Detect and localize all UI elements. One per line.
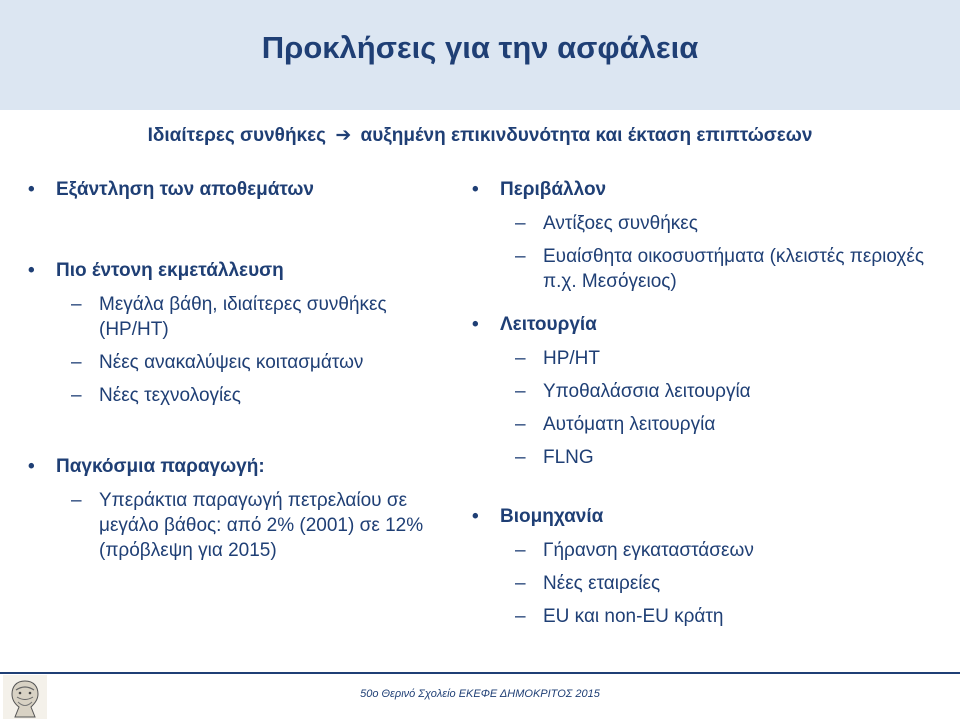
sub-item-text: HP/HT (543, 348, 600, 369)
subtitle-left: Ιδιαίτερες συνθήκες (147, 125, 327, 146)
bullet-icon: • (472, 506, 479, 527)
subtitle-right: αυξημένη επικινδυνότητα και έκταση επιπτώσεων (360, 125, 813, 146)
sub-item (28, 292, 428, 342)
sub-item-text: Νέες ανακαλύψεις κοιτασμάτων (99, 352, 364, 373)
sub-item-text: FLNG (543, 447, 594, 468)
sub-item (28, 383, 428, 408)
sub-item-text: EU και non-EU κράτη (543, 606, 724, 627)
bullet-item (28, 454, 428, 563)
sub-item-text: Ευαίσθητα οικοσυστήματα (κλειστές περιοχές π.χ. Μεσόγειος) (543, 246, 925, 292)
bullet-item (472, 312, 942, 470)
dash-icon: – (515, 381, 526, 402)
sub-item-text: Γήρανση εγκαταστάσεων (543, 540, 754, 561)
bullet-icon: • (472, 179, 479, 200)
arrow-icon: ➔ (335, 125, 352, 146)
sub-item (472, 379, 942, 404)
left-column (28, 177, 428, 563)
right-column (472, 177, 942, 629)
dash-icon: – (515, 573, 526, 594)
bullet-text: Εξάντληση των αποθεμάτων (56, 179, 314, 200)
dash-icon: – (515, 213, 526, 234)
sub-item (472, 211, 942, 236)
sub-item-text: Υπεράκτια παραγωγή πετρελαίου σε μεγάλο βάθος: από 2% (2001) σε 12% (πρόβλεψη για 2015) (99, 490, 424, 561)
footer-text: 50ο Θερινό Σχολείο ΕΚΕΦΕ ΔΗΜΟΚΡΙΤΟΣ 2015 (360, 688, 600, 700)
bullet-icon: • (28, 260, 35, 281)
sub-item-text: Νέες τεχνολογίες (99, 385, 241, 406)
bullet-text: Πιο έντονη εκμετάλλευση (56, 260, 284, 281)
bullet-text: Λειτουργία (500, 314, 597, 335)
sub-item-text: Υποθαλάσσια λειτουργία (543, 381, 751, 402)
dash-icon: – (71, 385, 82, 406)
bullet-item (472, 177, 942, 294)
footer-divider (0, 672, 960, 674)
sub-item (28, 488, 428, 563)
sub-item (472, 571, 942, 596)
dash-icon: – (515, 246, 526, 267)
sub-item (472, 412, 942, 437)
dash-icon: – (71, 294, 82, 315)
slide-subtitle (0, 124, 960, 147)
bullet-item (28, 177, 428, 203)
bullet-icon: • (28, 179, 35, 200)
bullet-icon: • (472, 314, 479, 335)
bullet-text: Περιβάλλον (500, 179, 607, 200)
bullet-text: Παγκόσμια παραγωγή: (56, 456, 265, 477)
dash-icon: – (515, 447, 526, 468)
dash-icon: – (515, 348, 526, 369)
dash-icon: – (515, 540, 526, 561)
bullet-icon: • (28, 456, 35, 477)
bullet-text: Βιομηχανία (500, 506, 604, 527)
sub-item (472, 445, 942, 470)
bullet-item (28, 258, 428, 408)
dash-icon: – (71, 490, 82, 511)
dash-icon: – (515, 606, 526, 627)
sub-item (472, 604, 942, 629)
sub-item-text: Νέες εταιρείες (543, 573, 661, 594)
sub-item (472, 346, 942, 371)
sub-item-text: Μεγάλα βάθη, ιδιαίτερες συνθήκες (HP/HT) (99, 294, 387, 340)
sub-item (472, 244, 942, 294)
sub-item (472, 538, 942, 563)
sub-item-text: Αυτόματη λειτουργία (543, 414, 716, 435)
dash-icon: – (71, 352, 82, 373)
bullet-item (472, 504, 942, 629)
slide-title: Προκλήσεις για την ασφάλεια (261, 30, 699, 65)
dash-icon: – (515, 414, 526, 435)
sub-item-text: Αντίξοες συνθήκες (543, 213, 698, 234)
sub-item (28, 350, 428, 375)
